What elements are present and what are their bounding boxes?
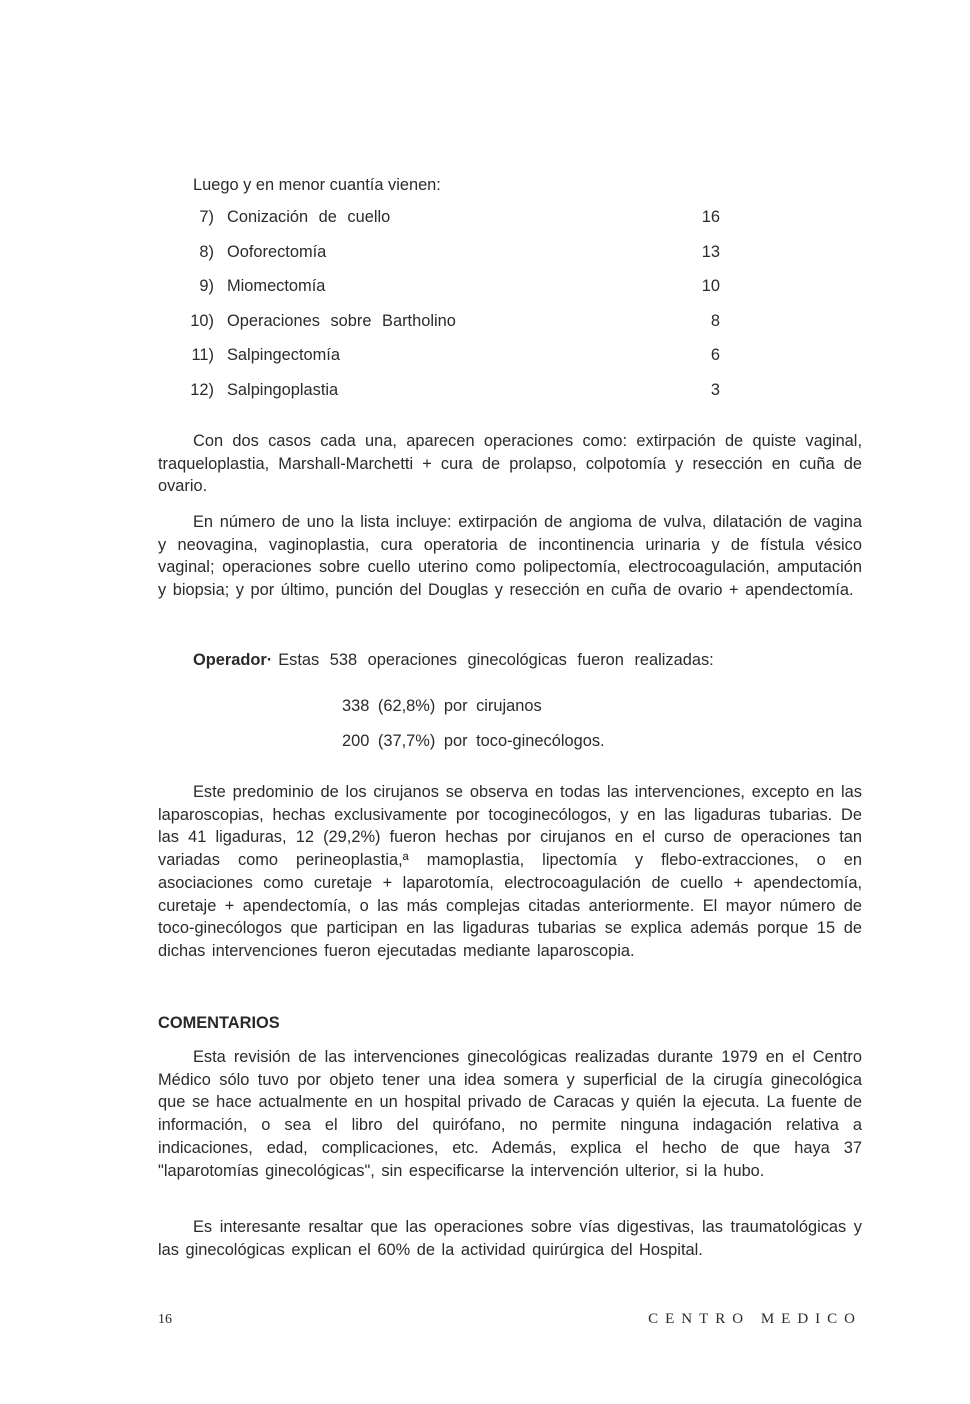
stat-surgeons: 338 (62,8%) por cirujanos xyxy=(342,697,542,715)
item-name: Operaciones sobre Bartholino xyxy=(227,311,456,330)
item-number: 10) xyxy=(190,311,214,330)
list-item xyxy=(180,312,720,347)
item-count: 6 xyxy=(710,346,720,365)
operations-list xyxy=(180,208,720,416)
item-number: 11) xyxy=(191,346,214,365)
paragraph-predominance: Este predominio de los cirujanos se observa en todas las intervenciones, excepto en las laparoscopias, hechas exclusivamente por tocoginecólogos, y en las ligaduras tubarias. De las 41 ligaduras, 12 (29,2%) fueron hechas por cirujanos en el curso de operaciones tan variadas como perineoplastia,ª mamoplastia, lipectomía y flebo-extracciones, o en asociaciones como curetaje + laparotomía, electrocoagulación de cuello + apendectomía, curetaje + apendectomía, o las más complejas citadas anteriormente. El mayor número de toco-ginecólogos que participan en las ligaduras tubarias se explica además porque 15 de dichas intervenciones fueron ejecutadas mediante laparoscopia. xyxy=(158,783,862,960)
list-item xyxy=(180,346,720,381)
intro-line: Luego y en menor cuantía vienen: xyxy=(193,176,441,194)
item-name: Miomectomía xyxy=(227,277,326,296)
list-item xyxy=(180,208,720,243)
publication-name: CENTRO MEDICO xyxy=(648,1311,862,1327)
item-count: 3 xyxy=(710,380,720,399)
item-count: 13 xyxy=(701,242,720,261)
item-count: 16 xyxy=(701,208,720,226)
page-number: 16 xyxy=(158,1312,172,1327)
item-count: 8 xyxy=(710,311,720,330)
item-number: 9) xyxy=(199,277,214,296)
list-item xyxy=(180,243,720,278)
paragraph-comments: Esta revisión de las intervenciones ginecológicas realizadas durante 1979 en el Centro Médico sólo tuvo por objeto tener una idea somera y superficial de la cirugía ginecológica que se hace actualmente en un hospital privado de Caracas y quién la ejecuta. La fuente de información, o sea el libro del quirófano, no permite ninguna indagación relativa a indicaciones, edad, complicaciones, etc. Además, explica el hecho de que haya 37 "laparotomías ginecológicas", sin especificarse la intervención ulterior, si la hubo. xyxy=(158,1048,862,1180)
operador-label: Operador· xyxy=(193,651,273,669)
list-item xyxy=(180,381,720,416)
item-number: 8) xyxy=(199,242,214,261)
operador-line xyxy=(193,651,714,670)
item-name: Salpingectomía xyxy=(227,346,340,365)
item-count: 10 xyxy=(701,277,720,296)
item-name: Ooforectomía xyxy=(227,242,327,261)
stat-gynecologists: 200 (37,7%) por toco-ginecólogos. xyxy=(342,732,605,750)
section-heading: COMENTARIOS xyxy=(158,1014,280,1032)
operador-text: Estas 538 operaciones ginecológicas fueron realizadas: xyxy=(278,651,714,669)
paragraph-conclusion: Es interesante resaltar que las operaciones sobre vías digestivas, las traumatológicas y las ginecológicas explican el 60% de la actividad quirúrgica del Hospital. xyxy=(158,1218,862,1259)
item-name: Conización de cuello xyxy=(227,208,391,226)
item-number: 7) xyxy=(199,208,214,226)
paragraph-single-cases: En número de uno la lista incluye: extirpación de angioma de vulva, dilatación de vagina y neovagina, vaginoplastia, cura operatoria de incontinencia urinaria y de fístula vésico vaginal; operaciones sobre cuello uterino como polipectomía, electrocoagulación, amputación y biopsia; y por último, punción del Douglas y resección en cuña de ovario + apendectomía. xyxy=(158,513,862,600)
item-name: Salpingoplastia xyxy=(227,380,339,399)
item-number: 12) xyxy=(190,380,214,399)
list-item xyxy=(180,277,720,312)
paragraph-two-cases: Con dos casos cada una, aparecen operaciones como: extirpación de quiste vaginal, traqueloplastia, Marshall-Marchetti + cura de prolapso, colpotomía y resección en cuña de ovario. xyxy=(158,432,862,496)
